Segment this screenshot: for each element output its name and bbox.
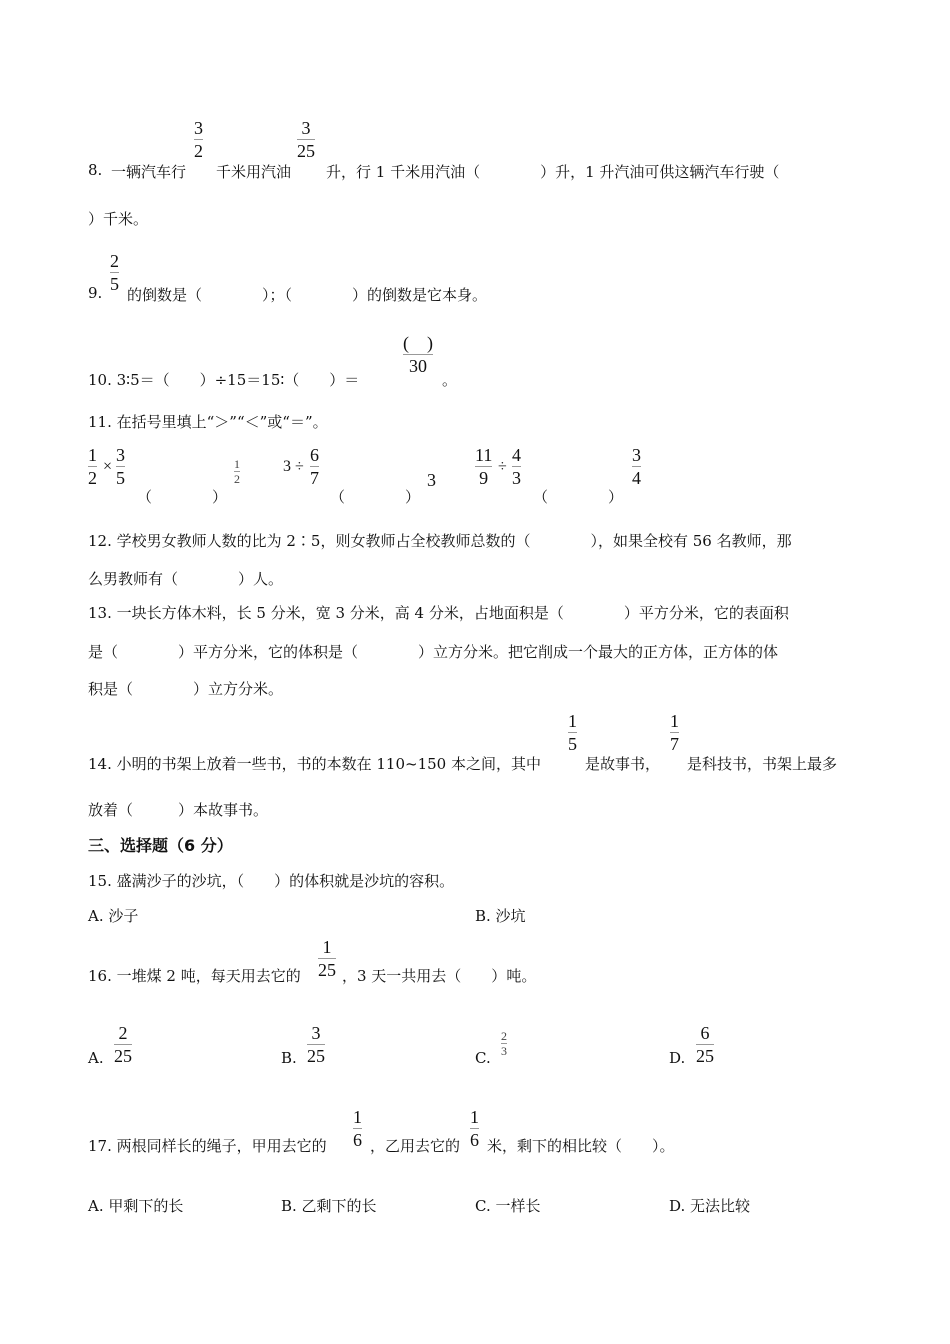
q16-option-c-fraction[interactable] xyxy=(501,1030,507,1057)
q11-item2-compare: 3 xyxy=(427,470,436,490)
q11-item2-lead: 3 xyxy=(283,458,291,475)
q8-text-2: 千米用汽油 xyxy=(216,163,292,181)
q14-text-1: 14. 小明的书架上放着一些书，书的本数在 110~150 本之间，其中 xyxy=(88,755,541,773)
q17-option-d[interactable]: D. 无法比较 xyxy=(669,1197,751,1215)
q15-text: 15. 盛满沙子的沙坑，（ ）的体积就是沙坑的容积。 xyxy=(88,872,455,890)
q17-option-b[interactable]: B. 乙剩下的长 xyxy=(281,1197,377,1215)
q11-item3-fraction-b xyxy=(512,446,521,487)
denominator: 25 xyxy=(297,141,315,161)
denominator: 2 xyxy=(194,141,203,161)
q17-fraction-2 xyxy=(470,1108,479,1149)
section-title: 三、选择题（6 分） xyxy=(88,836,233,855)
denominator: 6 xyxy=(470,1130,479,1150)
denominator: 2 xyxy=(88,468,97,488)
numerator: 2 xyxy=(501,1029,507,1043)
q14-line-2: 放着（ ）本故事书。 xyxy=(88,801,269,819)
q11-item3-blank[interactable]: （ ） xyxy=(533,488,624,506)
q16-option-a-fraction[interactable] xyxy=(114,1024,132,1065)
q13-line-1: 13. 一块长方体木料，长 5 分米，宽 3 分米，高 4 分米，占地面积是（ ）平方分米，它的表面积 xyxy=(88,604,789,622)
denominator: 4 xyxy=(632,468,641,488)
q15-option-b[interactable]: B. 沙坑 xyxy=(475,907,526,925)
q17-option-a[interactable]: A. 甲剩下的长 xyxy=(88,1197,184,1215)
numerator: 6 xyxy=(310,445,319,465)
numerator: 11 xyxy=(475,445,493,465)
numerator: 1 xyxy=(88,445,97,465)
q11-item1-operator: × xyxy=(103,458,113,475)
q14-fraction-1 xyxy=(568,712,577,753)
q8-text-1: 一辆汽车行 xyxy=(111,163,187,181)
q17-fraction-1 xyxy=(353,1108,362,1149)
q16-option-d-label[interactable]: D. xyxy=(669,1049,686,1067)
q16-fraction xyxy=(318,938,336,979)
denominator: 5 xyxy=(568,734,577,754)
denominator: 3 xyxy=(501,1044,507,1058)
numerator: 1 xyxy=(234,457,240,471)
numerator: 3 xyxy=(116,445,125,465)
q10-text: 10. 3∶5＝（ ）÷15＝15∶（ ）＝ xyxy=(88,371,360,389)
q9-number: 9. xyxy=(88,284,103,302)
q15-option-a[interactable]: A. 沙子 xyxy=(88,907,139,925)
numerator: 1 xyxy=(568,711,577,731)
q17-text-1: 17. 两根同样长的绳子，甲用去它的 xyxy=(88,1137,327,1155)
q16-option-c-label[interactable]: C. xyxy=(475,1049,491,1067)
q13-line-3: 积是（ ）立方分米。 xyxy=(88,680,284,698)
denominator: 5 xyxy=(116,468,125,488)
q12-line-1: 12. 学校男女教师人数的比为 2∶5，则女教师占全校教师总数的（ ），如果全校有 56 名教师，那 xyxy=(88,532,792,550)
denominator: 9 xyxy=(479,468,489,488)
denominator: 25 xyxy=(114,1046,132,1066)
q16-option-d-fraction[interactable] xyxy=(696,1024,714,1065)
numerator: 1 xyxy=(670,711,679,731)
denominator: 30 xyxy=(409,356,427,376)
numerator: 4 xyxy=(512,445,521,465)
q13-line-2: 是（ ）平方分米，它的体积是（ ）立方分米。把它削成一个最大的正方体，正方体的体 xyxy=(88,643,779,661)
q16-text-1: 16. 一堆煤 2 吨，每天用去它的 xyxy=(88,967,301,985)
denominator: 6 xyxy=(353,1130,362,1150)
q16-option-b-fraction[interactable] xyxy=(307,1024,325,1065)
q9-fraction xyxy=(110,252,119,293)
q8-text-4: ）千米。 xyxy=(88,210,149,228)
q14-text-2: 是故事书， xyxy=(585,755,661,773)
q10-end: 。 xyxy=(442,371,458,389)
q12-line-2: 么男教师有（ ）人。 xyxy=(88,570,284,588)
q11-item1-fraction-c xyxy=(234,458,240,485)
q17-text-2: ，乙用去它的 xyxy=(370,1137,461,1155)
numerator: 3 xyxy=(632,445,641,465)
q16-option-b-label[interactable]: B. xyxy=(281,1049,297,1067)
numerator: 1 xyxy=(322,937,332,957)
numerator: 3 xyxy=(311,1023,321,1043)
q11-item1-blank[interactable]: （ ） xyxy=(137,488,228,506)
q16-option-a-label[interactable]: A. xyxy=(88,1049,104,1067)
q11-item3-fraction-c xyxy=(632,446,641,487)
denominator: 2 xyxy=(234,472,240,486)
denominator: 25 xyxy=(696,1046,714,1066)
q8-number: 8. xyxy=(88,161,103,179)
denominator: 5 xyxy=(110,274,119,294)
q14-text-3: 是科技书，书架上最多 xyxy=(687,755,838,773)
q11-item2-fraction-b xyxy=(310,446,319,487)
numerator: 1 xyxy=(353,1107,362,1127)
q17-option-c[interactable]: C. 一样长 xyxy=(475,1197,541,1215)
denominator: 3 xyxy=(512,468,521,488)
q8-fraction-1 xyxy=(194,119,203,160)
q11-item2-operator: ÷ xyxy=(295,458,304,475)
q16-text-2: ，3 天一共用去（ ）吨。 xyxy=(342,967,537,985)
q8-text-3: 升，行 1 千米用汽油（ ）升，1 升汽油可供这辆汽车行驶（ xyxy=(326,163,780,181)
numerator: 2 xyxy=(110,251,119,271)
numerator: 2 xyxy=(118,1023,128,1043)
q11-item1-fraction-a xyxy=(88,446,97,487)
q10-fraction xyxy=(403,334,433,375)
denominator: 7 xyxy=(670,734,679,754)
q11-text: 11. 在括号里填上“＞”“＜”或“＝”。 xyxy=(88,413,328,431)
q11-item3-fraction-a xyxy=(475,446,492,487)
q14-fraction-2 xyxy=(670,712,679,753)
numerator: 1 xyxy=(470,1107,479,1127)
denominator: 7 xyxy=(310,468,319,488)
q11-item3-operator: ÷ xyxy=(498,458,507,475)
q11-item1-fraction-b xyxy=(116,446,125,487)
q9-text: 的倒数是（ ）；（ ）的倒数是它本身。 xyxy=(127,286,488,304)
q8-fraction-2 xyxy=(297,119,315,160)
q11-item2-blank[interactable]: （ ） xyxy=(330,488,421,506)
q17-text-3: 米，剩下的相比较（ ）。 xyxy=(487,1137,675,1155)
numerator: 3 xyxy=(194,118,203,138)
numerator: ( ) xyxy=(403,333,433,353)
denominator: 25 xyxy=(318,960,336,980)
numerator: 6 xyxy=(700,1023,710,1043)
numerator: 3 xyxy=(301,118,311,138)
denominator: 25 xyxy=(307,1046,325,1066)
